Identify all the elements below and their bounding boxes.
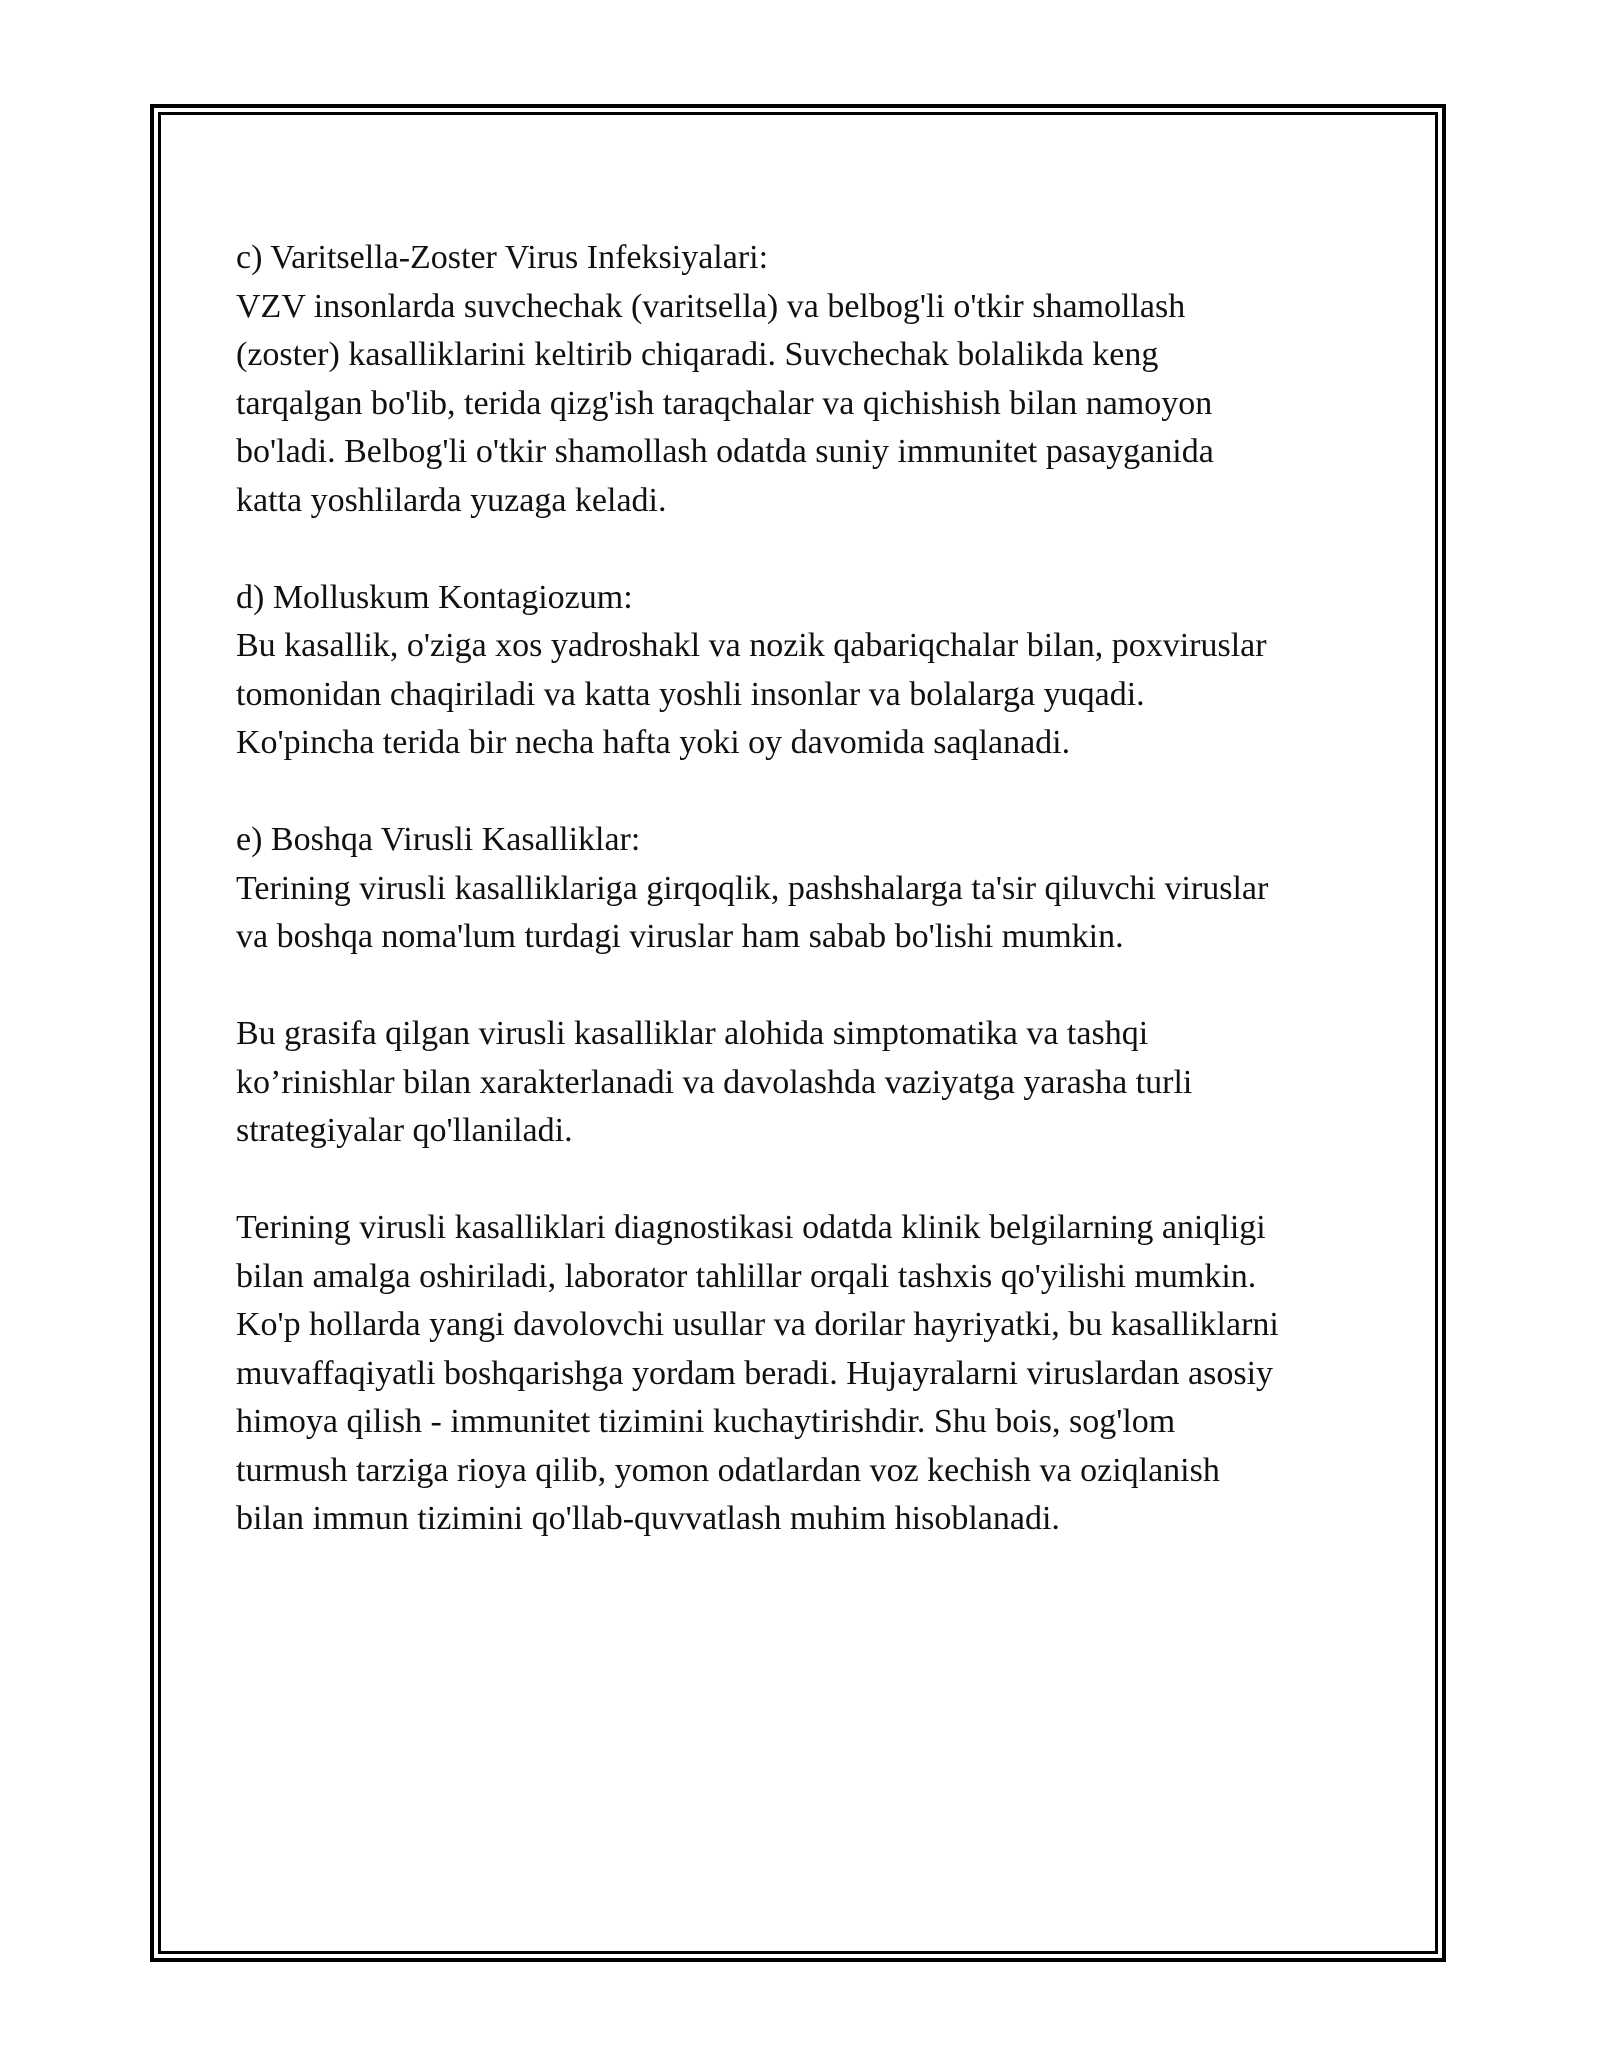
text-line: (zoster) kasalliklarini keltirib chiqaradi. Suvchechak bolalikda keng [236,336,1159,373]
text-line: Terining virusli kasalliklariga girqoqlik, pashshalarga ta'sir qiluvchi viruslar [236,869,1269,907]
section-heading: e) Boshqa Virusli Kasalliklar: [236,821,641,858]
text-line: katta yoshlilarda yuzaga keladi. [236,481,667,519]
section-varitsella-zoster [236,234,1366,525]
text-line: himoya qilish - immunitet tizimini kuchaytirishdir. Shu bois, sog'lom [236,1403,1176,1440]
text-line: Terining virusli kasalliklari diagnostikasi odatda klinik belgilarning aniqligi [236,1209,1266,1246]
text-line: Bu grasifa qilgan virusli kasalliklar alohida simptomatika va tashqi [236,1015,1149,1052]
text-line: tarqalgan bo'lib, terida qizg'ish taraqchalar va qichishish bilan namoyon [236,384,1213,422]
document-body [236,234,1366,1592]
section-molluskum [236,574,1366,768]
text-line: VZV insonlarda suvchechak (varitsella) va belbog'li o'tkir shamollash [236,287,1186,325]
text-line: bilan amalga oshiriladi, laborator tahlillar orqali tashxis qo'yilishi mumkin. [236,1257,1257,1295]
text-line: turmush tarziga rioya qilib, yomon odatlardan voz kechish va oziqlanish [236,1451,1220,1489]
text-line: Ko'pincha terida bir necha hafta yoki oy davomida saqlanadi. [236,724,1071,761]
section-heading: c) Varitsella-Zoster Virus Infeksiyalari: [236,239,769,276]
text-line: bilan immun tizimini qo'llab-quvvatlash muhim hisoblanadi. [236,1500,1060,1537]
text-line: Bu kasallik, o'ziga xos yadroshakl va nozik qabariqchalar bilan, poxviruslar [236,627,1267,664]
text-line: strategiyalar qo'llaniladi. [236,1112,573,1149]
section-boshqa-virusli [236,816,1366,962]
text-line: Ko'p hollarda yangi davolovchi usullar va dorilar hayriyatki, bu kasalliklarni [236,1306,1279,1343]
text-line: tomonidan chaqiriladi va katta yoshli insonlar va bolalarga yuqadi. [236,675,1145,713]
text-line: ko’rinishlar bilan xarakterlanadi va davolashda vaziyatga yarasha turli [236,1063,1193,1101]
paragraph-summary [236,1010,1366,1156]
section-heading: d) Molluskum Kontagiozum: [236,578,633,616]
paragraph-diagnostics [236,1204,1366,1544]
text-line: va boshqa noma'lum turdagi viruslar ham sabab bo'lishi mumkin. [236,918,1124,955]
text-line: muvaffaqiyatli boshqarishga yordam beradi. Hujayralarni viruslardan asosiy [236,1354,1274,1392]
text-line: bo'ladi. Belbog'li o'tkir shamollash odatda suniy immunitet pasayganida [236,433,1214,470]
